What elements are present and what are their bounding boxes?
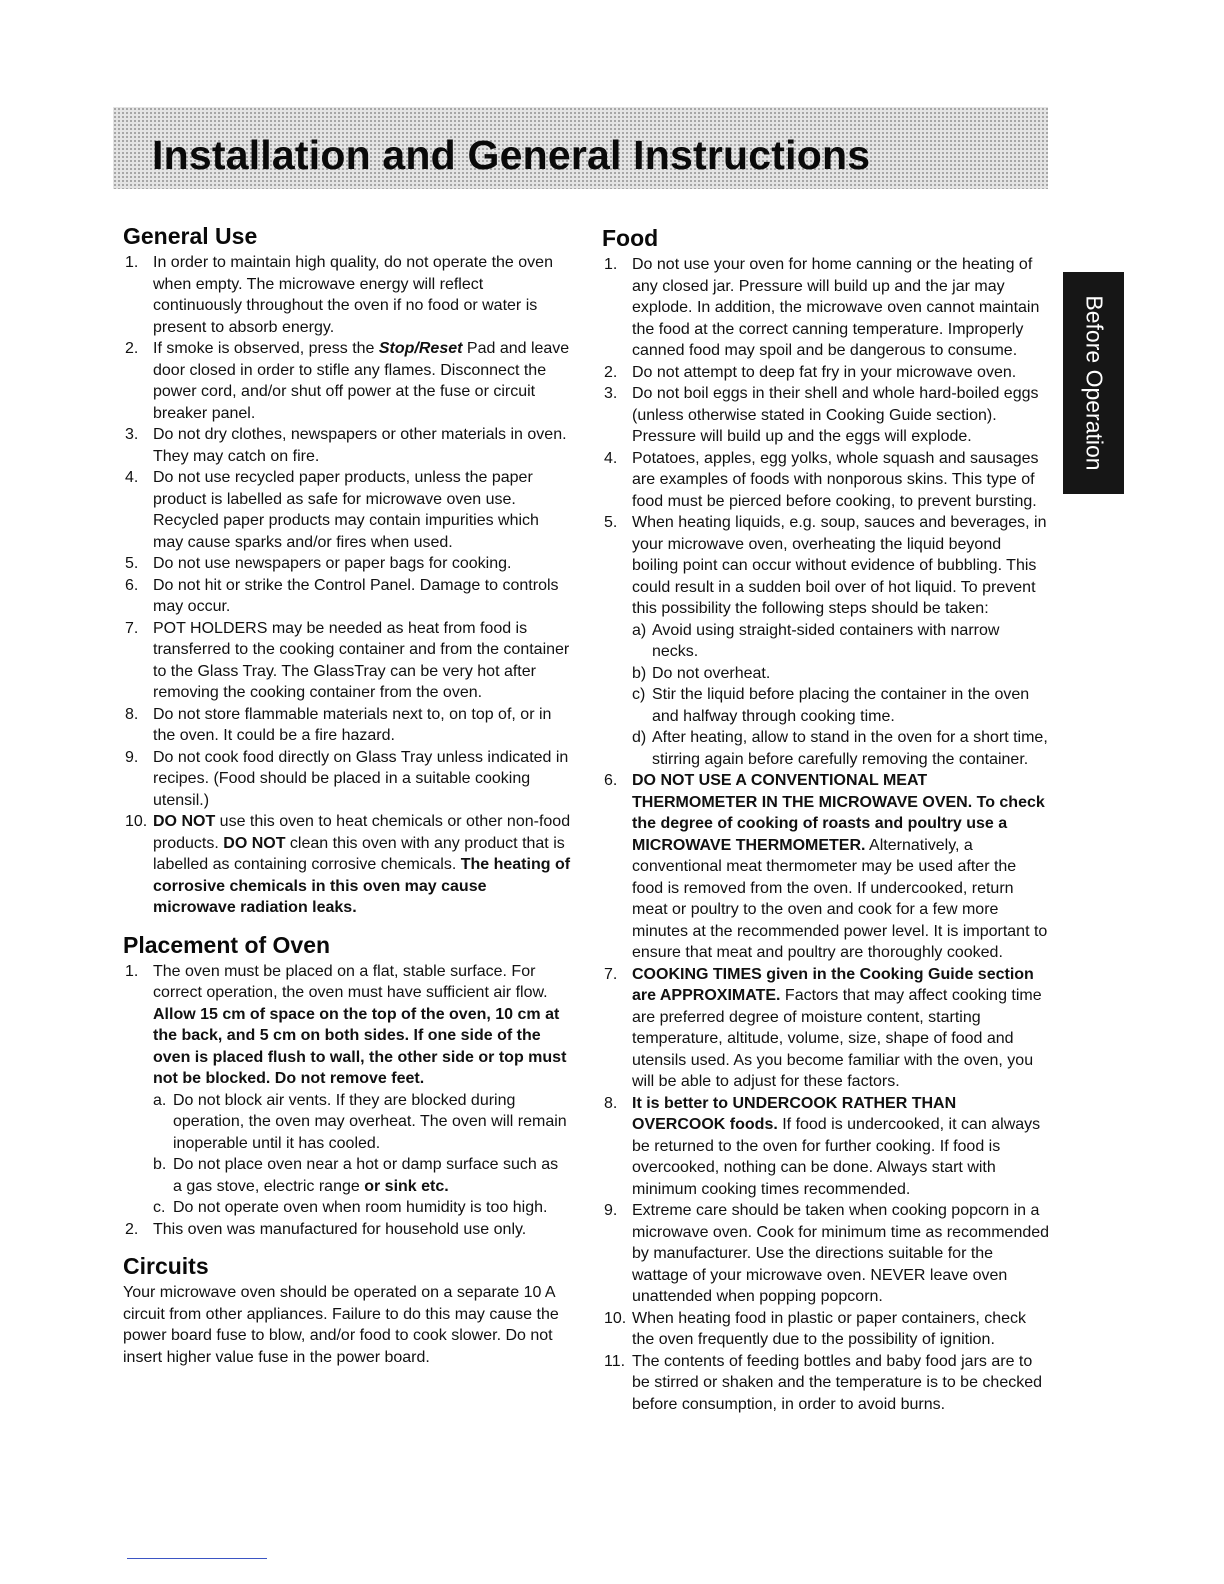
placement-item-number: 2.: [125, 1220, 139, 1238]
list-item-text: [632, 256, 1039, 359]
food-list: [602, 254, 1050, 1415]
list-item: [602, 362, 1050, 384]
list-item: [602, 770, 1050, 964]
body-text: Pad and leave door closed in order to stifle any flames. Disconnect the power cord, and/or shut off power at the fuse or circuit breaker panel.: [153, 340, 570, 422]
body-text: Do not hit or strike the Control Panel. Damage to controls may occur.: [153, 576, 559, 615]
list-item-text: [153, 469, 539, 551]
sub-item-text: [652, 622, 999, 661]
list-item-text: [153, 813, 570, 916]
body-text: Do not use your oven for home canning or the heating of any closed jar. Pressure will build up and the jar may explode. In addition, the microwave oven cannot maintain the food at the correct canning temperature. Improperly canned food may spoil and be dangerous to consume.: [632, 256, 1040, 359]
placement-sublist: [153, 1090, 571, 1219]
emphasis-text: DO NOT: [153, 813, 216, 830]
sub-item-label: b): [632, 664, 647, 682]
placement-item-text: [153, 1221, 526, 1238]
body-text: Extreme care should be taken when cooking popcorn in a microwave oven. Cook for minimum time as recommended by manufacturer. Use the directions suitable for the wattage of your microwave oven. NEVER leave oven unattended when popping popcorn.: [632, 1202, 1050, 1305]
body-text: POT HOLDERS may be needed as heat from food is transferred to the cooking container and from the container to the Glass Tray. The GlassTray can be very hot after removing the cooking container from the oven.: [153, 619, 570, 701]
list-item-text: [153, 577, 559, 616]
emphasis-text: The heating of corrosive chemicals in this oven may cause microwave radiation leaks.: [153, 856, 571, 916]
list-item: [602, 1308, 1050, 1351]
list-item-text: [153, 620, 569, 702]
emphasis-text: DO NOT: [223, 834, 286, 852]
list-item: [123, 338, 571, 424]
sub-item-text: [652, 665, 770, 682]
sub-item-label: a): [632, 621, 647, 639]
general-use-list: [123, 252, 571, 919]
list-item: [602, 254, 1050, 362]
list-item: [123, 252, 571, 338]
list-item-number: 3.: [125, 426, 139, 443]
list-item-text: [632, 1202, 1049, 1305]
body-text: Do not use newspapers or paper bags for cooking.: [153, 555, 512, 572]
list-item-number: 7.: [604, 965, 618, 983]
body-text: Do not overheat.: [652, 664, 771, 682]
emphasis-text: or sink etc.: [364, 1177, 449, 1195]
left-column: [123, 220, 571, 1368]
list-item-number: 11.: [604, 1352, 626, 1370]
list-item-text: [153, 706, 551, 745]
body-text: Factors that may affect cooking time are preferred degree of moisture content, starting temperature, altitude, volume, size, shape of food and utensils used. As you become familiar with the oven, you will be able to adjust for these factors.: [632, 987, 1042, 1090]
list-item-number: 6.: [125, 576, 139, 594]
list-item-text: [632, 450, 1039, 510]
body-text: Alternatively, a conventional meat thermometer may be used after the food is removed from the oven. If undercooked, return meat or poultry to the oven and cook for a few more minutes at the recommended power level. It is important to ensure that meat and poultry are thoroughly cooked.: [632, 836, 1048, 961]
list-item-text: [632, 1310, 1026, 1349]
sub-item-label: b.: [153, 1156, 167, 1173]
sub-item-label: c): [632, 686, 646, 703]
list-item-text: [153, 555, 511, 572]
list-item-number: 7.: [125, 619, 139, 637]
body-text: In order to maintain high quality, do not operate the oven when empty. The microwave energy will reflect continuously throughout the oven if no food or water is present to absorb energy.: [153, 254, 553, 336]
side-tab-label: Before Operation: [1081, 295, 1107, 471]
list-item-number: 4.: [125, 469, 139, 486]
body-text: Do not operate oven when room humidity is too high.: [173, 1199, 548, 1216]
list-item: [123, 747, 571, 812]
list-item-number: 2.: [604, 363, 618, 381]
sub-item-text: [173, 1156, 558, 1195]
sub-item: [153, 1154, 571, 1197]
placement-item-number: 1.: [125, 962, 139, 980]
emphasis-text: COOKING TIMES given in the Cooking Guide section are APPROXIMATE.: [632, 965, 1034, 1004]
sub-item: [632, 727, 1050, 770]
list-item: [123, 424, 571, 467]
list-item: [602, 1351, 1050, 1416]
list-item: [602, 964, 1050, 1093]
body-text: Do not boil eggs in their shell and whole hard-boiled eggs (unless otherwise stated in Cooking Guide section). Pressure will build up and the eggs will explode.: [632, 385, 1039, 445]
food-heading: Food: [602, 225, 659, 251]
body-text: Do not dry clothes, newspapers or other materials in oven. They may catch on fire.: [153, 426, 567, 465]
body-text: Potatoes, apples, egg yolks, whole squash and sausages are examples of foods with nonporous skins. This type of food must be pierced before cooking, to prevent bursting.: [632, 449, 1039, 510]
placement-item: [123, 1219, 571, 1241]
list-item: [123, 575, 571, 618]
list-item-number: 1.: [125, 254, 139, 271]
list-item-text: [153, 749, 568, 809]
body-text: Do not place oven near a hot or damp surface such as a gas stove, electric range: [173, 1156, 559, 1195]
list-item: [123, 811, 571, 919]
list-item-number: 3.: [604, 385, 618, 402]
sub-item-label: a.: [153, 1091, 167, 1109]
placement-item-text: [153, 963, 566, 1088]
sub-item: [632, 620, 1050, 663]
body-text: The contents of feeding bottles and baby food jars are to be stirred or shaken and the temperature is to be checked before consumption, in order to avoid burns.: [632, 1352, 1043, 1413]
list-item-text: [153, 426, 567, 465]
list-item-number: 10.: [125, 813, 148, 830]
body-text: Do not attempt to deep fat fry in your microwave oven.: [632, 363, 1017, 381]
list-item: [602, 383, 1050, 448]
emphasis-text: DO NOT USE A CONVENTIONAL MEAT THERMOMETER IN THE MICROWAVE OVEN. To check the degree of cooking of roasts and poultry use a MICROWAVE THERMOMETER.: [632, 772, 1045, 854]
placement-section: [123, 929, 571, 1241]
body-text: When heating food in plastic or paper containers, check the oven frequently due to the possibility of ignition.: [632, 1309, 1027, 1348]
list-item: [602, 1200, 1050, 1308]
list-item-number: 1.: [604, 256, 618, 273]
sub-item-text: [652, 686, 1029, 725]
sub-item: [632, 684, 1050, 727]
sub-item: [153, 1090, 571, 1155]
sub-item-text: [173, 1092, 567, 1152]
list-item-text: [632, 514, 1047, 617]
sub-item-label: c.: [153, 1199, 166, 1216]
body-text: This oven was manufactured for household use only.: [153, 1220, 527, 1238]
placement-heading: Placement of Oven: [123, 931, 331, 958]
sub-item-text: [173, 1199, 547, 1216]
list-item-number: 5.: [604, 514, 618, 531]
list-item-number: 9.: [125, 748, 139, 766]
body-text: After heating, allow to stand in the oven for a short time, stirring again before carefully removing the container.: [652, 729, 1048, 768]
circuits-text: Your microwave oven should be operated on a separate 10 A circuit from other appliances. Failure to do this may cause the power board fuse to blow, and/or food to cook slower. Do not insert higher value fuse in the power board.: [123, 1284, 559, 1366]
list-item-text: [632, 1353, 1042, 1413]
sub-item: [632, 663, 1050, 685]
list-item: [123, 704, 571, 747]
list-item: [123, 618, 571, 704]
list-item-text: [632, 364, 1016, 381]
list-item-text: [153, 340, 569, 422]
body-text: When heating liquids, e.g. soup, sauces and beverages, in your microwave oven, overheating the liquid beyond boiling point can occur without evidence of bubbling. This could result in a sudden boil over of hot liquid. To prevent this possibility the following steps should be taken:: [632, 514, 1047, 617]
body-text: Do not use recycled paper products, unless the paper product is labelled as safe for microwave oven use. Recycled paper products may contain impurities which may cause sparks and/or fires when used.: [153, 469, 539, 551]
sub-item: [153, 1197, 571, 1219]
emphasis-text: It is better to UNDERCOOK RATHER THAN OVERCOOK foods.: [632, 1094, 957, 1133]
list-item-text: [632, 772, 1047, 961]
body-text: use this oven to heat chemicals or other non-food products.: [153, 813, 571, 852]
body-text: Do not store flammable materials next to, on top of, or in the oven. It could be a fire hazard.: [153, 705, 552, 744]
general-use-section: [123, 220, 571, 919]
body-text: clean this oven with any product that is labelled as containing corrosive chemicals.: [153, 834, 565, 873]
list-item-number: 4.: [604, 449, 618, 467]
food-section: [602, 222, 1050, 1415]
list-item-text: [632, 1095, 1040, 1198]
list-item-number: 6.: [604, 772, 618, 789]
circuits-section: [123, 1250, 571, 1368]
sub-list: [632, 620, 1050, 771]
list-item-text: [632, 966, 1042, 1091]
list-item-number: 9.: [604, 1202, 618, 1219]
list-item-number: 8.: [604, 1094, 618, 1112]
list-item-number: 10.: [604, 1309, 627, 1327]
footnote-rule: [127, 1558, 267, 1559]
list-item-text: [153, 254, 553, 336]
sub-item-text: [652, 729, 1048, 768]
list-item-number: 8.: [125, 705, 139, 723]
body-text: The oven must be placed on a flat, stable surface. For correct operation, the oven must have sufficient air flow.: [153, 962, 548, 1001]
sub-item-label: d): [632, 729, 647, 746]
list-item: [602, 448, 1050, 513]
section-side-tab: [1063, 272, 1124, 494]
circuits-heading: Circuits: [123, 1253, 209, 1279]
list-item-text: [632, 385, 1038, 445]
right-column: [602, 222, 1050, 1415]
body-text: If food is undercooked, it can always be returned to the oven for further cooking. If food is overcooked, nothing can be done. Always start with minimum cooking times recommended.: [632, 1116, 1041, 1198]
list-item-number: 5.: [125, 555, 139, 572]
list-item: [123, 467, 571, 553]
emphasis-text: Stop/Reset: [378, 340, 463, 357]
list-item: [602, 512, 1050, 770]
body-text: Stir the liquid before placing the container in the oven and halfway through cooking time.: [652, 686, 1030, 725]
list-item: [602, 1093, 1050, 1201]
page-title: Installation and General Instructions: [152, 132, 871, 178]
placement-list: [123, 961, 571, 1241]
list-item: [123, 553, 571, 575]
list-item-number: 2.: [125, 340, 139, 357]
emphasis-text: Allow 15 cm of space on the top of the oven, 10 cm at the back, and 5 cm on both sides. If one side of the oven is placed flush to wall, the other side or top must not be blocked. Do not remove feet.: [153, 1005, 567, 1087]
body-text: If smoke is observed, press the: [153, 340, 379, 357]
body-text: Avoid using straight-sided containers with narrow necks.: [652, 621, 1000, 660]
body-text: Do not cook food directly on Glass Tray unless indicated in recipes. (Food should be placed in a suitable cooking utensil.): [153, 748, 569, 809]
placement-item: [123, 961, 571, 1219]
body-text: Do not block air vents. If they are blocked during operation, the oven may overheat. The oven will remain inoperable until it has cooled.: [173, 1091, 567, 1152]
general-use-heading: General Use: [123, 223, 258, 249]
